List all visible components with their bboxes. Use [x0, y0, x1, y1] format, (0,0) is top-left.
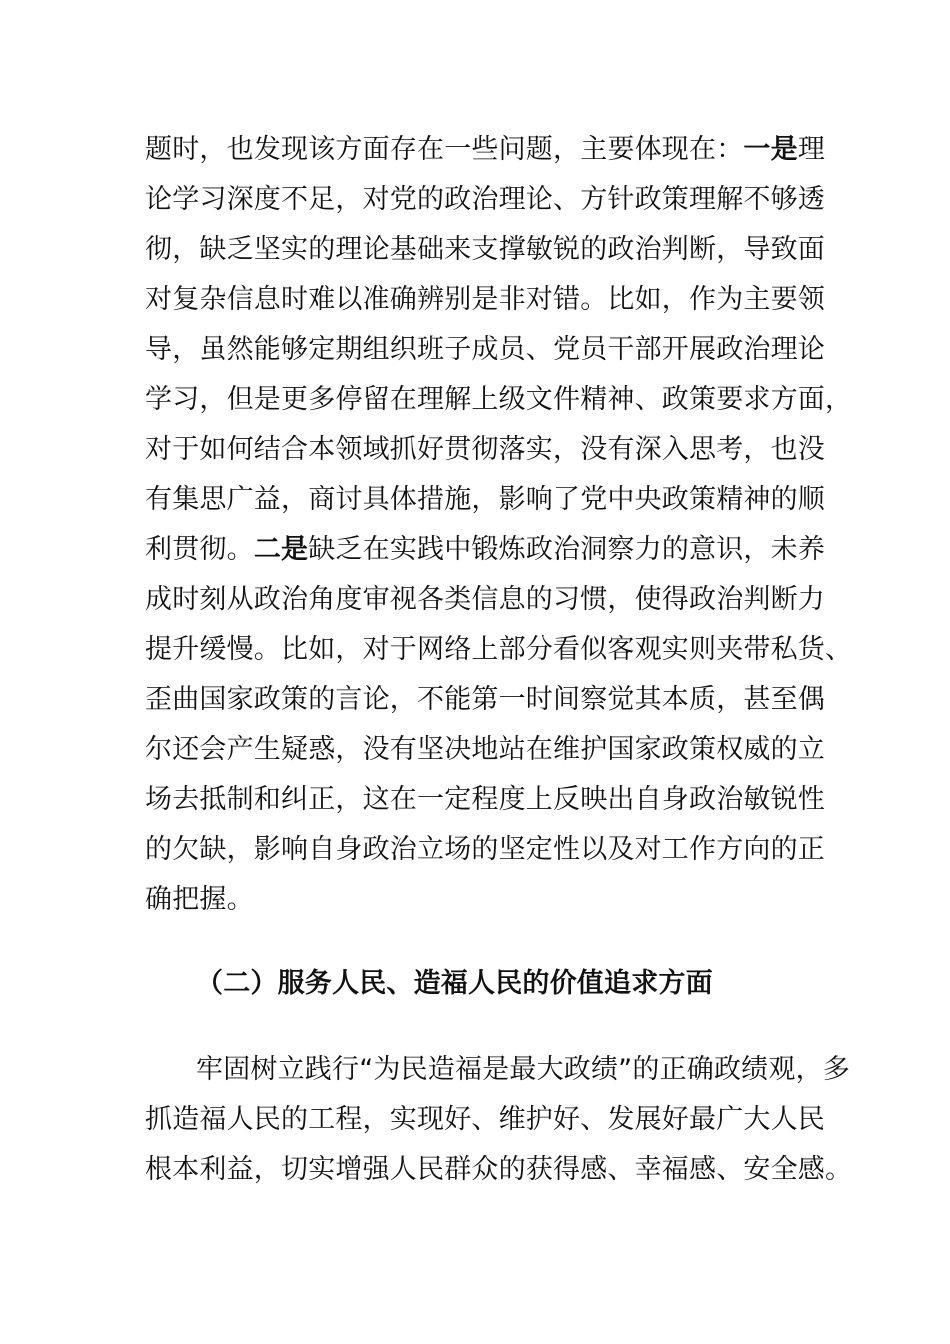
paragraph-1-line-14: [145, 782, 825, 818]
text-run: 学习，但是更多停留在理解上级文件精神、政策要求方面，: [145, 384, 853, 415]
paragraph-1-line-11: [145, 632, 852, 668]
paragraph-1-line-15: [145, 832, 825, 868]
text-run: 歪曲国家政策的言论，不能第一时间察觉其本质，甚至偶: [145, 684, 825, 715]
text-run: 对复杂信息时难以准确辨别是非对错。比如，作为主要领: [145, 284, 825, 315]
paragraph-1-line-6: [145, 382, 852, 418]
paragraph-1-line-3: [145, 232, 825, 268]
paragraph-2-line-3: 根本利益，切实增强人民群众的获得感、幸福感、安全感。: [145, 1154, 853, 1185]
text-run: 提升缓慢。比如，对于网络上部分看似客观实则夹带私货、: [145, 634, 853, 665]
text-run: 场去抵制和纠正，这在一定程度上反映出自身政治敏锐性: [145, 784, 825, 815]
section-heading: （二）服务人民、造福人民的价值追求方面: [196, 968, 713, 999]
text-run: 的欠缺，影响自身政治立场的坚定性以及对工作方向的正: [145, 834, 825, 865]
text-run: 对于如何结合本领域抓好贯彻落实，没有深入思考，也没: [145, 434, 825, 465]
paragraph-1-line-4: [145, 282, 825, 318]
paragraph-1-line-8: [145, 482, 825, 518]
paragraph-1-line-2: [145, 182, 825, 218]
paragraph-1-line-1: [145, 132, 825, 168]
text-run: 导，虽然能够定期组织班子成员、党员干部开展政治理论: [145, 334, 825, 365]
text-run: 确把握。: [145, 884, 254, 915]
paragraph-1-line-5: [145, 332, 825, 368]
text-run: 题时，也发现该方面存在一些问题，主要体现在：: [145, 134, 744, 165]
paragraph-1-line-7: [145, 432, 825, 468]
paragraph-2-line-2: 抓造福人民的工程，实现好、维护好、发展好最广大人民: [145, 1104, 825, 1135]
text-run: 理: [797, 134, 826, 165]
paragraph-1-line-13: [145, 732, 825, 768]
text-run: 成时刻从政治角度审视各类信息的习惯，使得政治判断力: [145, 584, 825, 615]
bold-marker: 一是: [743, 134, 798, 165]
text-run: 尔还会产生疑惑，没有坚决地站在维护国家政策权威的立: [145, 734, 825, 765]
text-run: 缺乏在实践中锻炼政治洞察力的意识，未养: [308, 534, 826, 565]
text-run: 利贯彻。: [145, 534, 254, 565]
text-run: 有集思广益，商讨具体措施，影响了党中央政策精神的顺: [145, 484, 825, 515]
bold-marker: 二是: [253, 534, 309, 565]
paragraph-2-line-1: 牢固树立践行“为民造福是最大政绩”的正确政绩观，多: [196, 1054, 850, 1085]
text-run: 彻，缺乏坚实的理论基础来支撑敏锐的政治判断，导致面: [145, 234, 825, 265]
paragraph-1-line-12: [145, 682, 825, 718]
paragraph-1-line-16: [145, 882, 254, 918]
text-run: 论学习深度不足，对党的政治理论、方针政策理解不够透: [145, 184, 825, 215]
paragraph-1-line-10: [145, 582, 825, 618]
paragraph-1-line-9: [145, 532, 825, 568]
